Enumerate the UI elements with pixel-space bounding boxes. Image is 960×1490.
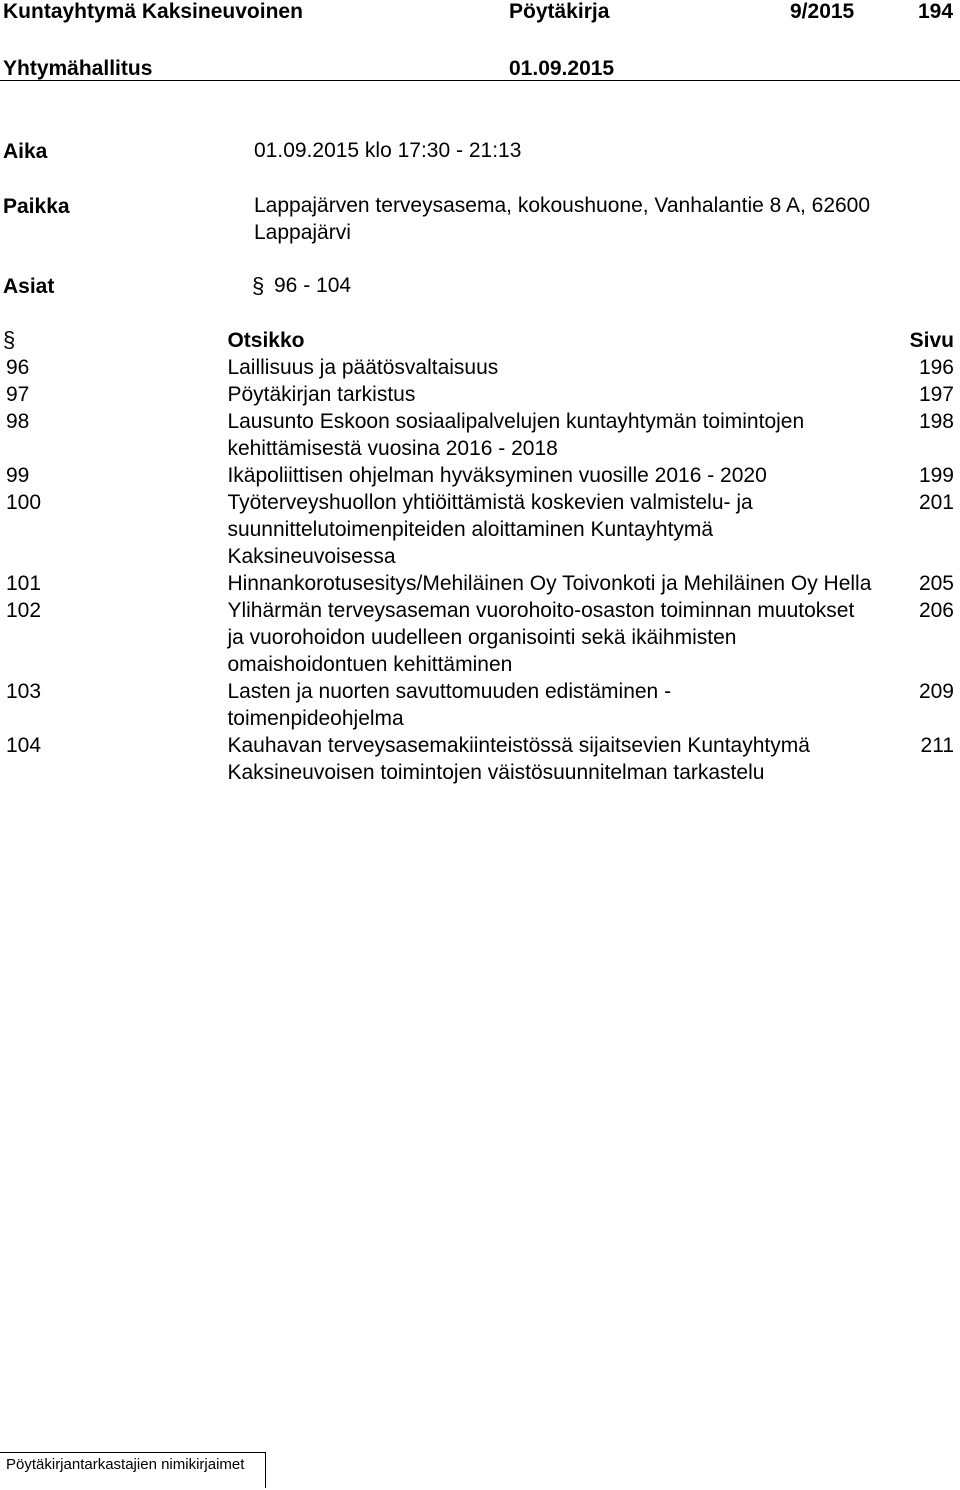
item-page: 205 bbox=[918, 572, 954, 595]
table-row bbox=[0, 489, 960, 570]
item-page: 211 bbox=[920, 734, 954, 757]
organization-name: Kuntayhtymä Kaksineuvoinen bbox=[3, 0, 303, 23]
meeting-date: 01.09.2015 bbox=[509, 57, 615, 80]
item-number: 98 bbox=[6, 410, 30, 433]
items-value: 96 - 104 bbox=[274, 274, 352, 297]
item-page: 198 bbox=[918, 410, 954, 433]
table-row bbox=[0, 381, 960, 408]
item-number: 101 bbox=[6, 572, 42, 595]
item-page: 196 bbox=[918, 356, 954, 379]
item-page: 197 bbox=[918, 383, 954, 406]
number-column-header bbox=[0, 327, 227, 354]
table-row bbox=[0, 597, 960, 678]
section-sign-icon: § bbox=[3, 327, 16, 352]
signatures-box bbox=[0, 1452, 266, 1488]
table-row bbox=[0, 678, 960, 732]
item-title: Pöytäkirjan tarkistus bbox=[227, 383, 416, 406]
document-type: Pöytäkirja bbox=[509, 0, 610, 23]
item-number: 103 bbox=[6, 680, 42, 703]
item-page: 206 bbox=[918, 599, 954, 622]
item-number: 100 bbox=[6, 491, 42, 514]
table-row bbox=[0, 408, 960, 462]
item-title: Ylihärmän terveysaseman vuorohoito-osaston toiminnan muutokset ja vuorohoidon uudelleen organisointi sekä ikäihmisten omaishoidontuen kehittäminen bbox=[227, 599, 855, 676]
table-row bbox=[0, 570, 960, 597]
item-number: 102 bbox=[6, 599, 42, 622]
time-value: 01.09.2015 klo 17:30 - 21:13 bbox=[254, 139, 522, 162]
item-number: 99 bbox=[6, 464, 30, 487]
item-number: 96 bbox=[6, 356, 30, 379]
page-column-header: Sivu bbox=[909, 329, 954, 352]
item-title: Ikäpoliittisen ohjelman hyväksyminen vuosille 2016 - 2020 bbox=[227, 464, 767, 487]
title-column-header: Otsikko bbox=[227, 329, 305, 352]
signatures-label: Pöytäkirjantarkastajien nimikirjaimet bbox=[6, 1456, 245, 1473]
page-number: 194 bbox=[918, 0, 954, 23]
minutes-number: 9/2015 bbox=[790, 0, 855, 23]
agenda-table bbox=[0, 327, 960, 786]
header-divider bbox=[0, 80, 960, 81]
item-title: Laillisuus ja päätösvaltaisuus bbox=[227, 356, 499, 379]
governing-body: Yhtymähallitus bbox=[3, 57, 153, 80]
item-title: Hinnankorotusesitys/Mehiläinen Oy Toivonkoti ja Mehiläinen Oy Hella bbox=[227, 572, 872, 595]
item-title: Lausunto Eskoon sosiaalipalvelujen kuntayhtymän toimintojen kehittämisestä vuosina 2016 - 2018 bbox=[227, 410, 805, 460]
table-header-row bbox=[0, 327, 960, 354]
place-label: Paikka bbox=[3, 195, 70, 218]
item-page: 209 bbox=[918, 680, 954, 703]
table-row bbox=[0, 354, 960, 381]
time-label: Aika bbox=[3, 140, 48, 163]
item-number: 97 bbox=[6, 383, 30, 406]
item-number: 104 bbox=[6, 734, 42, 757]
section-sign-icon: § bbox=[252, 273, 265, 298]
table-row bbox=[0, 462, 960, 489]
item-page: 199 bbox=[918, 464, 954, 487]
items-label: Asiat bbox=[3, 275, 55, 298]
item-page: 201 bbox=[918, 491, 954, 514]
item-title: Työterveyshuollon yhtiöittämistä koskevien valmistelu- ja suunnittelutoimenpiteiden aloittaminen Kuntayhtymä Kaksineuvoisessa bbox=[227, 491, 753, 568]
place-value: Lappajärven terveysasema, kokoushuone, Vanhalantie 8 A, 62600 Lappajärvi bbox=[254, 194, 871, 244]
table-row bbox=[0, 732, 960, 786]
item-title: Kauhavan terveysasemakiinteistössä sijaitsevien Kuntayhtymä Kaksineuvoisen toimintojen väistösuunnitelman tarkastelu bbox=[227, 734, 810, 784]
item-title: Lasten ja nuorten savuttomuuden edistäminen -toimenpideohjelma bbox=[227, 680, 672, 730]
